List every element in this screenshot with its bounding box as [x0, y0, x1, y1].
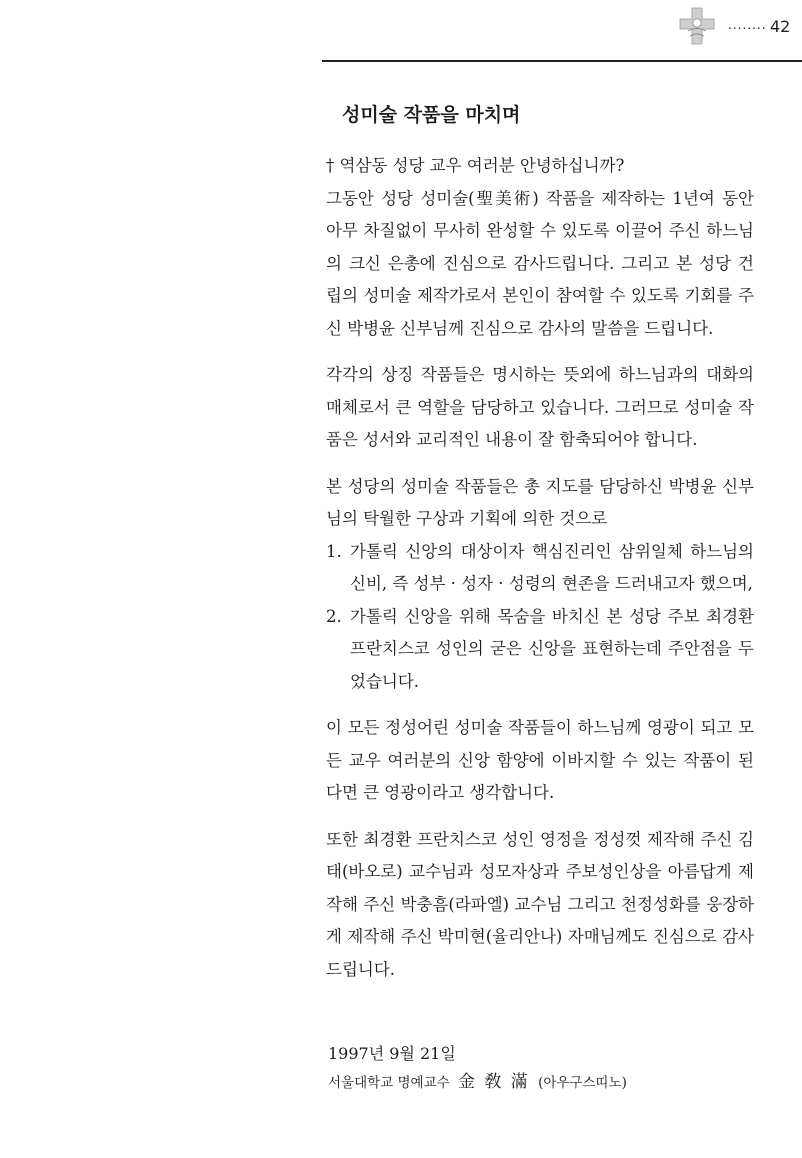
- signature-baptismal-name: (아우구스띠노): [538, 1075, 627, 1091]
- list-item: [326, 601, 754, 699]
- header-leader-dots: ........: [728, 18, 767, 32]
- list-item: [326, 536, 754, 601]
- signature-affiliation: 서울대학교 명예교수: [328, 1075, 450, 1091]
- list-item-text: 가톨릭 신앙의 대상이자 핵심진리인 삼위일체 하느님의 신비, 즉 성부 · 성자 · 성령의 현존을 드러내고자 했으며,: [350, 541, 754, 593]
- signature-block: [328, 1040, 748, 1097]
- greeting-line: † 역삼동 성당 교우 여러분 안녕하십니까?: [326, 156, 625, 175]
- signature-date: 1997년 9월 21일: [328, 1044, 456, 1063]
- paragraph-acknowledgements: 또한 최경환 프란치스코 성인 영정을 정성껏 제작해 주신 김태(바오로) 교수님과 성모자상과 주보성인상을 아름답게 제작해 주신 박충흠(라파엘) 교수님 그리고 천정성화를 웅장하게 제작해 주신 박미현(율리안나) 자매님께도 진심으로 감사드립니다.: [326, 829, 754, 979]
- paragraph-thanks: 그동안 성당 성미술(聖美術) 작품을 제작하는 1년여 동안 아무 차질없이 무사히 완성할 수 있도록 이끌어 주신 하느님의 크신 은총에 진심으로 감사드립니다. 그리고 본 성당 건립의 성미술 제작가로서 본인이 참여할 수 있도록 기회를 주신 박병윤 신부님께 진심으로 감사의 말씀을 드립니다.: [326, 188, 754, 338]
- list-item-text: 가톨릭 신앙을 위해 목숨을 바치신 본 성당 주보 최경환 프란치스코 성인의 굳은 신앙을 표현하는데 주안점을 두었습니다.: [350, 606, 754, 691]
- letter-body: [326, 150, 754, 1000]
- intent-list: [326, 536, 754, 699]
- paragraph-greeting-block: [326, 150, 754, 345]
- signature-line: [328, 1068, 748, 1097]
- paragraph-glory: 이 모든 정성어린 성미술 작품들이 하느님께 영광이 되고 모든 교우 여러분의 신앙 함양에 이바지할 수 있는 작품이 된다면 큰 영광이라고 생각합니다.: [326, 718, 754, 802]
- list-item-number: 1.: [326, 541, 342, 561]
- page-number: 42: [770, 17, 791, 36]
- list-item-number: 2.: [326, 606, 342, 626]
- page-header: [0, 0, 802, 64]
- paragraph-direction-intro: 본 성당의 성미술 작품들은 총 지도를 담당하신 박병윤 신부님의 탁월한 구상과 기획에 의한 것으로: [326, 476, 754, 528]
- page-title: 성미술 작품을 마치며: [342, 104, 521, 126]
- header-rule: [322, 60, 802, 62]
- paragraph-symbolism: 각각의 상징 작품들은 명시하는 뜻외에 하느님과의 대화의 매체로서 큰 역할을 담당하고 있습니다. 그러므로 성미술 작품은 성서와 교리적인 내용이 잘 함축되어야 합니다.: [326, 365, 754, 449]
- signature-name: 金 敎 滿: [457, 1072, 530, 1092]
- cross-emblem-icon: [678, 6, 716, 46]
